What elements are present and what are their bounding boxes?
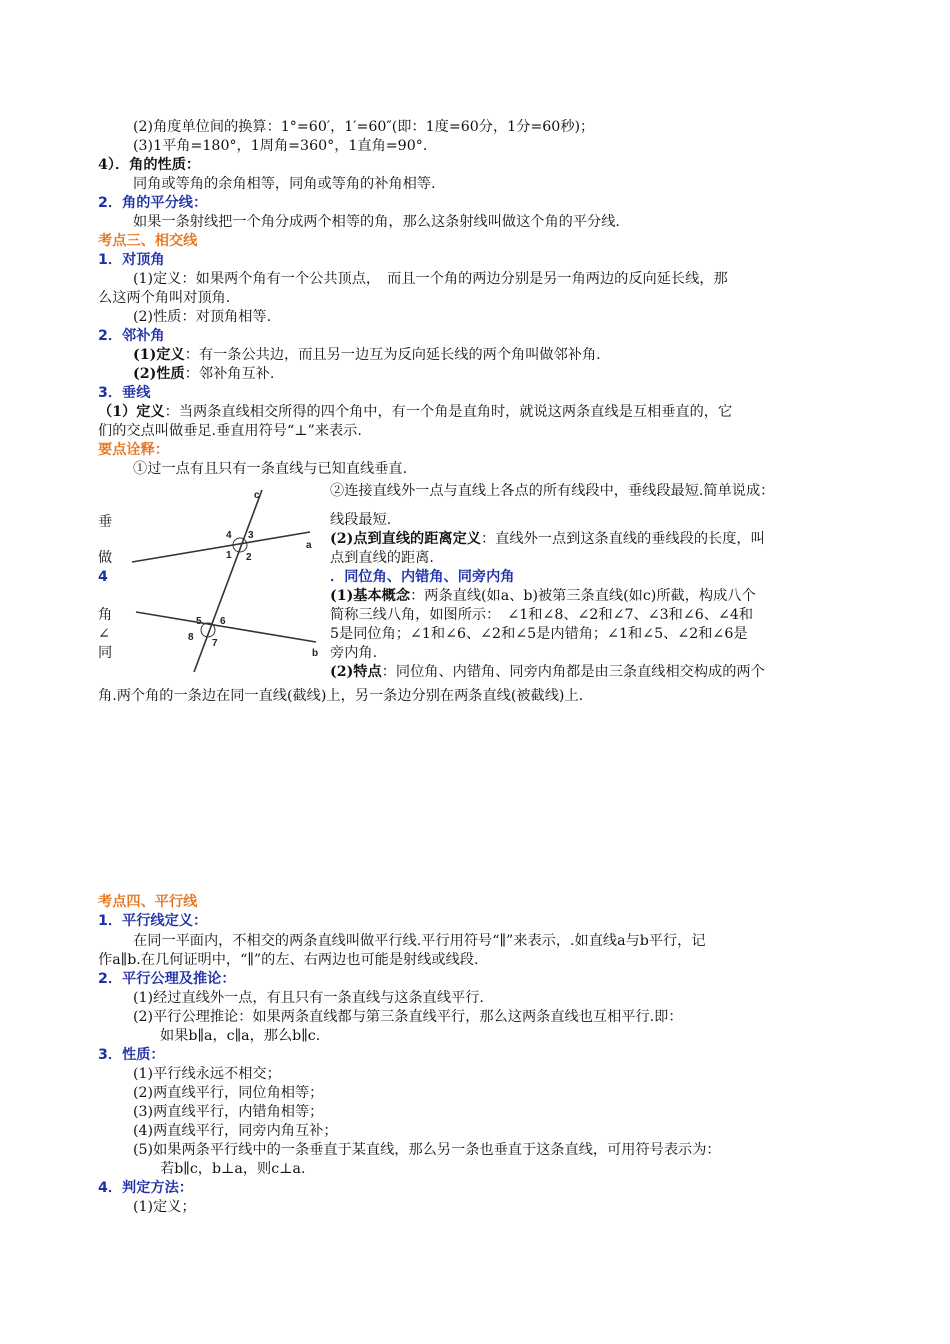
parallel-definition-cont: 作a∥b.在几何证明中，“∥”的左、右两边也可能是射线或线段. xyxy=(98,952,479,968)
basic-concept-line2: 简称三线八角，如图所示： ∠1和∠8、∠2和∠7、∠3和∠6、∠4和 xyxy=(330,607,754,623)
heading-angle-properties: 4）．角的性质： xyxy=(98,157,201,173)
vertical-angles-definition-cont: 么这两个角叫对顶角. xyxy=(98,290,231,306)
heading-angle-types: ．同位角、内错角、同旁内角 xyxy=(330,569,515,585)
side-char: ∠ xyxy=(98,626,110,642)
angle-bisector-text: 如果一条射线把一个角分成两个相等的角，那么这条射线叫做这个角的平分线. xyxy=(133,214,620,230)
heading-parallel-definition: 1．平行线定义： xyxy=(98,913,208,929)
angle-label-4: 4 xyxy=(226,530,232,541)
heading-vertical-angles: 1．对顶角 xyxy=(98,252,165,268)
parallel-definition-text: 在同一平面内，不相交的两条直线叫做平行线.平行用符号“∥”来表示，.如直线a与b平行，记 xyxy=(133,933,706,949)
side-char: 同 xyxy=(98,645,113,661)
parallel-axiom-1: (1)经过直线外一点，有且只有一条直线与这条直线平行. xyxy=(133,990,484,1006)
parallel-property-2: (2)两直线平行，同位角相等； xyxy=(133,1085,324,1101)
label-b: b xyxy=(312,648,319,659)
perpendicular-definition-text: ：当两条直线相交所得的四个角中，有一个角是直角时，就说这两条直线是互相垂直的，它 xyxy=(164,404,733,420)
characteristics-label: (2)特点 xyxy=(330,664,382,680)
heading-parallel-properties: 3．性质： xyxy=(98,1047,165,1063)
angle-label-5: 5 xyxy=(196,616,202,627)
adjacent-definition-text: ：有一条公共边，而且另一边互为反向延长线的两个角叫做邻补角. xyxy=(184,347,601,363)
basic-concept-line4: 旁内角. xyxy=(330,645,378,661)
perpendicular-definition-cont: 们的交点叫做垂足.垂直用符号“⊥”来表示. xyxy=(98,423,362,439)
side-char: 垂 xyxy=(98,514,113,530)
vertical-angles-definition: (1)定义：如果两个角有一个公共顶点， 而且一个角的两边分别是另一角两边的反向延长线，那 xyxy=(133,271,728,287)
key-point-2-cont: 线段最短. xyxy=(330,512,392,528)
angle-label-6: 6 xyxy=(220,616,226,627)
characteristics-cont: 角.两个角的一条边在同一直线(截线)上，另一条边分别在两条直线(被截线)上. xyxy=(98,688,584,704)
characteristics-text: ：同位角、内错角、同旁内角都是由三条直线相交构成的两个 xyxy=(381,664,765,680)
line-c xyxy=(194,490,262,672)
label-c: c xyxy=(254,490,260,501)
parallel-axiom-example: 如果b∥a，c∥a，那么b∥c. xyxy=(160,1028,321,1044)
angle-label-1: 1 xyxy=(226,550,232,561)
line-a xyxy=(132,532,310,562)
perpendicular-definition-label: （1）定义 xyxy=(98,404,165,420)
heading-perpendicular: 3．垂线 xyxy=(98,385,151,401)
angle-label-3: 3 xyxy=(248,530,254,541)
adjacent-definition xyxy=(133,346,601,365)
heading-angle-bisector: 2．角的平分线： xyxy=(98,195,208,211)
distance-definition xyxy=(330,530,765,549)
parallel-property-5-example: 若b∥c，b⊥a，则c⊥a. xyxy=(160,1161,306,1177)
distance-definition-label: (2)点到直线的距离定义 xyxy=(330,531,481,547)
basic-concept xyxy=(330,587,756,606)
distance-definition-cont: 点到直线的距离. xyxy=(330,550,434,566)
label-a: a xyxy=(306,540,312,551)
adjacent-definition-label: (1)定义 xyxy=(133,347,185,363)
heading-determination-methods: 4．判定方法： xyxy=(98,1180,193,1196)
basic-concept-line3: 5是同位角；∠1和∠6、∠2和∠5是内错角；∠1和∠5、∠2和∠6是 xyxy=(330,626,748,642)
parallel-property-4: (4)两直线平行，同旁内角互补； xyxy=(133,1123,338,1139)
basic-concept-label: (1)基本概念 xyxy=(330,588,411,604)
heading-parallel-axiom: 2．平行公理及推论： xyxy=(98,971,236,987)
line-b xyxy=(136,612,316,642)
distance-definition-text: ：直线外一点到这条直线的垂线段的长度，叫 xyxy=(481,531,765,547)
side-char: 做 xyxy=(98,550,113,566)
heading-adjacent-supplementary: 2．邻补角 xyxy=(98,328,165,344)
section-title-intersecting-lines: 考点三、相交线 xyxy=(98,233,198,249)
adjacent-property-text: ：邻补角互补. xyxy=(184,366,275,382)
three-lines-eight-angles-figure xyxy=(120,486,326,674)
angle-unit-conversion: (2)角度单位间的换算：1°=60′，1′=60″(即：1度=60分，1分=60秒)； xyxy=(133,119,595,135)
angle-label-8: 8 xyxy=(188,632,194,643)
determination-method-1: (1)定义； xyxy=(133,1199,196,1215)
adjacent-property xyxy=(133,365,274,384)
parallel-property-1: (1)平行线永远不相交； xyxy=(133,1066,281,1082)
parallel-property-5: (5)如果两条平行线中的一条垂直于某直线，那么另一条也垂直于这条直线，可用符号表示为： xyxy=(133,1142,721,1158)
section-title-parallel-lines: 考点四、平行线 xyxy=(98,894,198,910)
angle-special-values: (3)1平角=180°，1周角=360°，1直角=90°. xyxy=(133,138,428,154)
adjacent-property-label: (2)性质 xyxy=(133,366,185,382)
key-point-1: ①过一点有且只有一条直线与已知直线垂直. xyxy=(133,461,408,477)
characteristics xyxy=(330,663,765,682)
vertical-angles-property: (2)性质：对顶角相等. xyxy=(133,309,272,325)
key-points-note: 要点诠释： xyxy=(98,442,169,458)
parallel-property-3: (3)两直线平行，内错角相等； xyxy=(133,1104,324,1120)
parallel-axiom-2: (2)平行公理推论：如果两条直线都与第三条直线平行，那么这两条直线也互相平行.即： xyxy=(133,1009,683,1025)
angle-label-2: 2 xyxy=(246,552,252,563)
angle-properties-text: 同角或等角的余角相等，同角或等角的补角相等. xyxy=(133,176,436,192)
side-char: 角 xyxy=(98,607,113,623)
perpendicular-definition xyxy=(98,403,732,422)
side-char: 4 xyxy=(98,569,108,585)
angle-label-7: 7 xyxy=(212,638,218,649)
key-point-2: ②连接直线外一点与直线上各点的所有线段中，垂线段最短.简单说成： xyxy=(330,483,775,499)
basic-concept-text: ：两条直线(如a、b)被第三条直线(如c)所截，构成八个 xyxy=(410,588,756,604)
